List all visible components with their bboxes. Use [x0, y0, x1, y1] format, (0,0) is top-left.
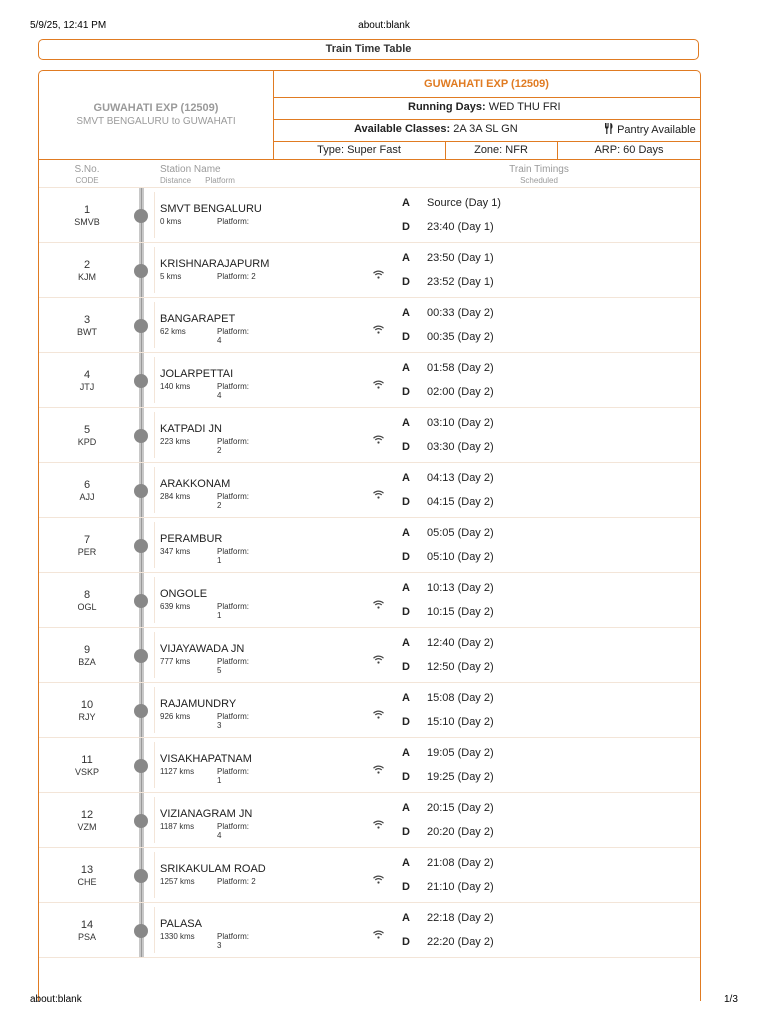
train-name-header: GUWAHATI EXP (12509): [273, 71, 700, 98]
arrival-time: 04:13 (Day 2): [427, 472, 494, 484]
departure-time: 15:10 (Day 2): [427, 716, 494, 728]
arrival-time: 19:05 (Day 2): [427, 747, 494, 759]
arrival-label: A: [402, 802, 410, 814]
row-divider: [154, 577, 155, 623]
station-distance: 223 kms: [160, 437, 191, 446]
station-number: 6: [83, 479, 91, 491]
station-info: [160, 313, 250, 345]
departure-label: D: [402, 331, 410, 343]
station-platform: Platform: 2: [217, 437, 250, 455]
station-name: VIJAYAWADA JN: [160, 643, 245, 655]
departure-label: D: [402, 606, 410, 618]
arrival-label: A: [402, 582, 410, 594]
wifi-icon: [373, 820, 384, 829]
arrival-label: A: [402, 637, 410, 649]
wifi-icon: [373, 325, 384, 334]
departure-time: 12:50 (Day 2): [427, 661, 494, 673]
station-number: 2: [83, 259, 91, 271]
station-info: [160, 918, 250, 950]
station-sno: [62, 259, 112, 283]
table-row: [39, 738, 700, 793]
train-name-summary: GUWAHATI EXP (12509): [93, 102, 219, 114]
row-divider: [154, 467, 155, 513]
arrival-label: A: [402, 857, 410, 869]
train-zone: Zone: NFR: [445, 141, 558, 159]
row-divider: [154, 742, 155, 788]
station-number: 3: [83, 314, 91, 326]
station-distance: 1187 kms: [160, 822, 195, 831]
row-divider: [154, 302, 155, 348]
arrival-label: A: [402, 252, 410, 264]
table-row: [39, 683, 700, 738]
sno-heading: S.No.: [74, 164, 100, 175]
row-divider: [154, 632, 155, 678]
running-days-row: [273, 97, 700, 120]
station-list: [39, 187, 700, 958]
station-name: BANGARAPET: [160, 313, 236, 325]
station-sno: [62, 534, 112, 558]
station-name: PALASA: [160, 918, 202, 930]
station-sno: [62, 864, 112, 888]
arrival-label: A: [402, 197, 410, 209]
arrival-label: A: [402, 692, 410, 704]
station-distance: 1127 kms: [160, 767, 195, 776]
table-row: [39, 793, 700, 848]
station-sno: [62, 314, 112, 338]
station-code: PSA: [77, 932, 96, 942]
station-info: [160, 203, 262, 226]
station-info: [160, 423, 250, 455]
departure-time: 04:15 (Day 2): [427, 496, 494, 508]
fork-knife-icon: [604, 123, 614, 134]
station-dot: [134, 649, 148, 663]
station-info: [160, 588, 250, 620]
station-dot: [134, 264, 148, 278]
arrival-time: 12:40 (Day 2): [427, 637, 494, 649]
table-row: [39, 187, 700, 243]
arrival-time: 22:18 (Day 2): [427, 912, 494, 924]
wifi-icon: [373, 600, 384, 609]
station-platform: Platform: 1: [217, 547, 250, 565]
departure-time: 20:20 (Day 2): [427, 826, 494, 838]
table-row: [39, 903, 700, 958]
print-datetime: 5/9/25, 12:41 PM: [30, 20, 107, 31]
station-info: [160, 478, 250, 510]
station-sno: [62, 644, 112, 668]
station-code: JTJ: [79, 382, 95, 392]
departure-time: 22:20 (Day 2): [427, 936, 494, 948]
station-code: BWT: [77, 327, 97, 337]
table-row: [39, 848, 700, 903]
table-row: [39, 298, 700, 353]
departure-time: 02:00 (Day 2): [427, 386, 494, 398]
station-info: [160, 753, 252, 785]
arrival-label: A: [402, 527, 410, 539]
wifi-icon: [373, 435, 384, 444]
arrival-label: A: [402, 307, 410, 319]
wifi-icon: [373, 655, 384, 664]
departure-time: 03:30 (Day 2): [427, 441, 494, 453]
footer-page-number: 1/3: [724, 994, 738, 1005]
station-code: CHE: [77, 877, 97, 887]
station-dot: [134, 924, 148, 938]
departure-label: D: [402, 221, 410, 233]
station-number: 10: [80, 699, 94, 711]
station-number: 14: [80, 919, 94, 931]
print-url: about:blank: [358, 20, 410, 31]
arrival-time: 03:10 (Day 2): [427, 417, 494, 429]
train-route: SMVT BENGALURU to GUWAHATI: [76, 116, 236, 127]
arrival-time: 23:50 (Day 1): [427, 252, 494, 264]
arrival-label: A: [402, 362, 410, 374]
table-row: [39, 463, 700, 518]
station-sno: [62, 919, 112, 943]
table-row: [39, 573, 700, 628]
table-row: [39, 353, 700, 408]
station-heading: Station Name: [160, 164, 221, 175]
station-info: [160, 533, 250, 565]
station-name: SRIKAKULAM ROAD: [160, 863, 266, 875]
station-distance: 347 kms: [160, 547, 191, 556]
station-name: RAJAMUNDRY: [160, 698, 237, 710]
station-platform: Platform: 3: [217, 932, 250, 950]
departure-label: D: [402, 276, 410, 288]
scheduled-heading: Scheduled: [520, 176, 558, 185]
departure-label: D: [402, 661, 410, 673]
station-platform: Platform: 3: [217, 712, 250, 730]
arrival-time: 10:13 (Day 2): [427, 582, 494, 594]
station-code: SMVB: [74, 217, 100, 227]
station-name: ARAKKONAM: [160, 478, 231, 490]
station-distance: 1330 kms: [160, 932, 195, 941]
wifi-icon: [373, 765, 384, 774]
arrival-time: 21:08 (Day 2): [427, 857, 494, 869]
distance-heading: Distance: [160, 176, 192, 185]
departure-label: D: [402, 826, 410, 838]
arrival-time: 00:33 (Day 2): [427, 307, 494, 319]
arrival-label: A: [402, 912, 410, 924]
station-info: [160, 368, 250, 400]
station-platform: Platform: 2: [217, 272, 256, 281]
station-distance: 1257 kms: [160, 877, 195, 886]
station-code: VSKP: [74, 767, 99, 777]
arrival-label: A: [402, 747, 410, 759]
station-name: SMVT BENGALURU: [160, 203, 262, 215]
station-dot: [134, 484, 148, 498]
departure-label: D: [402, 881, 410, 893]
arrival-time: 20:15 (Day 2): [427, 802, 494, 814]
wifi-icon: [373, 710, 384, 719]
station-code: RJY: [78, 712, 96, 722]
station-dot: [134, 594, 148, 608]
train-meta-row: [273, 141, 700, 160]
station-name: VISAKHAPATNAM: [160, 753, 252, 765]
station-dot: [134, 319, 148, 333]
wifi-icon: [373, 490, 384, 499]
row-divider: [154, 412, 155, 458]
table-row: [39, 408, 700, 463]
column-header-timings: [499, 164, 579, 186]
station-distance: 62 kms: [160, 327, 186, 336]
arrival-time: Source (Day 1): [427, 197, 501, 209]
station-platform: Platform: 4: [217, 327, 250, 345]
station-dot: [134, 759, 148, 773]
timings-heading: Train Timings: [509, 164, 569, 175]
departure-time: 23:40 (Day 1): [427, 221, 494, 233]
station-sno: [62, 754, 112, 778]
train-type: Type: Super Fast: [273, 141, 446, 159]
station-platform: Platform: 2: [217, 877, 256, 886]
station-number: 4: [83, 369, 91, 381]
station-name: PERAMBUR: [160, 533, 223, 545]
station-number: 8: [83, 589, 91, 601]
station-number: 1: [83, 204, 91, 216]
station-number: 13: [80, 864, 94, 876]
departure-time: 05:10 (Day 2): [427, 551, 494, 563]
station-dot: [134, 704, 148, 718]
station-code: BZA: [78, 657, 96, 667]
departure-time: 21:10 (Day 2): [427, 881, 494, 893]
station-code: KJM: [78, 272, 96, 282]
row-divider: [154, 907, 155, 953]
station-distance: 0 kms: [160, 217, 182, 226]
row-divider: [154, 852, 155, 898]
station-distance: 284 kms: [160, 492, 191, 501]
station-platform: Platform: 4: [217, 822, 250, 840]
station-distance: 777 kms: [160, 657, 191, 666]
station-dot: [134, 374, 148, 388]
station-name: KRISHNARAJAPURM: [160, 258, 270, 270]
station-distance: 140 kms: [160, 382, 191, 391]
station-number: 9: [83, 644, 91, 656]
station-dot: [134, 869, 148, 883]
arrival-label: A: [402, 472, 410, 484]
station-dot: [134, 814, 148, 828]
arrival-time: 05:05 (Day 2): [427, 527, 494, 539]
arrival-time: 15:08 (Day 2): [427, 692, 494, 704]
station-name: ONGOLE: [160, 588, 208, 600]
station-code: VZM: [77, 822, 97, 832]
timetable-panel: [38, 70, 701, 1001]
station-sno: [62, 699, 112, 723]
station-sno: [62, 589, 112, 613]
departure-label: D: [402, 771, 410, 783]
station-number: 11: [81, 754, 93, 766]
page-title: Train Time Table: [38, 39, 699, 60]
station-distance: 639 kms: [160, 602, 191, 611]
station-code: KPD: [77, 437, 97, 447]
running-days-label: Running Days:: [408, 101, 486, 113]
station-number: 7: [83, 534, 91, 546]
running-days-value: WED THU FRI: [488, 101, 561, 113]
arrival-label: A: [402, 417, 410, 429]
station-dot: [134, 209, 148, 223]
station-code: AJJ: [79, 492, 95, 502]
row-divider: [154, 247, 155, 293]
station-platform: Platform: 5: [217, 657, 250, 675]
table-row: [39, 518, 700, 573]
column-header-station: [160, 164, 235, 186]
departure-label: D: [402, 496, 410, 508]
arrival-time: 01:58 (Day 2): [427, 362, 494, 374]
row-divider: [154, 522, 155, 568]
departure-label: D: [402, 551, 410, 563]
row-divider: [154, 797, 155, 843]
station-sno: [62, 369, 112, 393]
pantry-label: Pantry Available: [617, 124, 696, 136]
train-arp: ARP: 60 Days: [594, 144, 664, 156]
departure-time: 19:25 (Day 2): [427, 771, 494, 783]
station-platform: Platform: 1: [217, 767, 250, 785]
station-sno: [62, 809, 112, 833]
code-heading: CODE: [75, 176, 99, 185]
station-sno: [62, 424, 112, 448]
pantry-info: [604, 123, 696, 136]
table-row: [39, 243, 700, 298]
classes-value: 2A 3A SL GN: [453, 123, 518, 135]
station-dot: [134, 539, 148, 553]
station-sno: [62, 479, 112, 503]
row-divider: [154, 687, 155, 733]
row-divider: [154, 357, 155, 403]
station-platform: Platform: 1: [217, 602, 250, 620]
station-name: KATPADI JN: [160, 423, 222, 435]
wifi-icon: [373, 380, 384, 389]
row-divider: [154, 192, 155, 238]
station-platform: Platform:: [217, 217, 250, 226]
departure-label: D: [402, 716, 410, 728]
station-dot: [134, 429, 148, 443]
station-distance: 5 kms: [160, 272, 182, 281]
station-distance: 926 kms: [160, 712, 191, 721]
station-code: PER: [77, 547, 97, 557]
departure-time: 10:15 (Day 2): [427, 606, 494, 618]
departure-label: D: [402, 936, 410, 948]
station-number: 5: [83, 424, 91, 436]
column-header-sno: [67, 164, 107, 186]
footer-url: about:blank: [30, 994, 82, 1005]
train-summary: [39, 71, 274, 160]
wifi-icon: [373, 930, 384, 939]
wifi-icon: [373, 270, 384, 279]
station-code: OGL: [77, 602, 97, 612]
classes-label: Available Classes:: [354, 123, 451, 135]
table-row: [39, 628, 700, 683]
platform-heading: Platform: [205, 176, 235, 185]
departure-time: 00:35 (Day 2): [427, 331, 494, 343]
station-name: JOLARPETTAI: [160, 368, 234, 380]
departure-label: D: [402, 386, 410, 398]
station-name: VIZIANAGRAM JN: [160, 808, 253, 820]
station-info: [160, 808, 253, 840]
station-info: [160, 698, 250, 730]
station-info: [160, 258, 269, 281]
departure-label: D: [402, 441, 410, 453]
station-platform: Platform: 2: [217, 492, 250, 510]
station-sno: [62, 204, 112, 228]
station-number: 12: [80, 809, 94, 821]
station-platform: Platform: 4: [217, 382, 250, 400]
station-info: [160, 643, 250, 675]
classes-row: [273, 119, 700, 142]
departure-time: 23:52 (Day 1): [427, 276, 494, 288]
station-info: [160, 863, 266, 886]
wifi-icon: [373, 875, 384, 884]
